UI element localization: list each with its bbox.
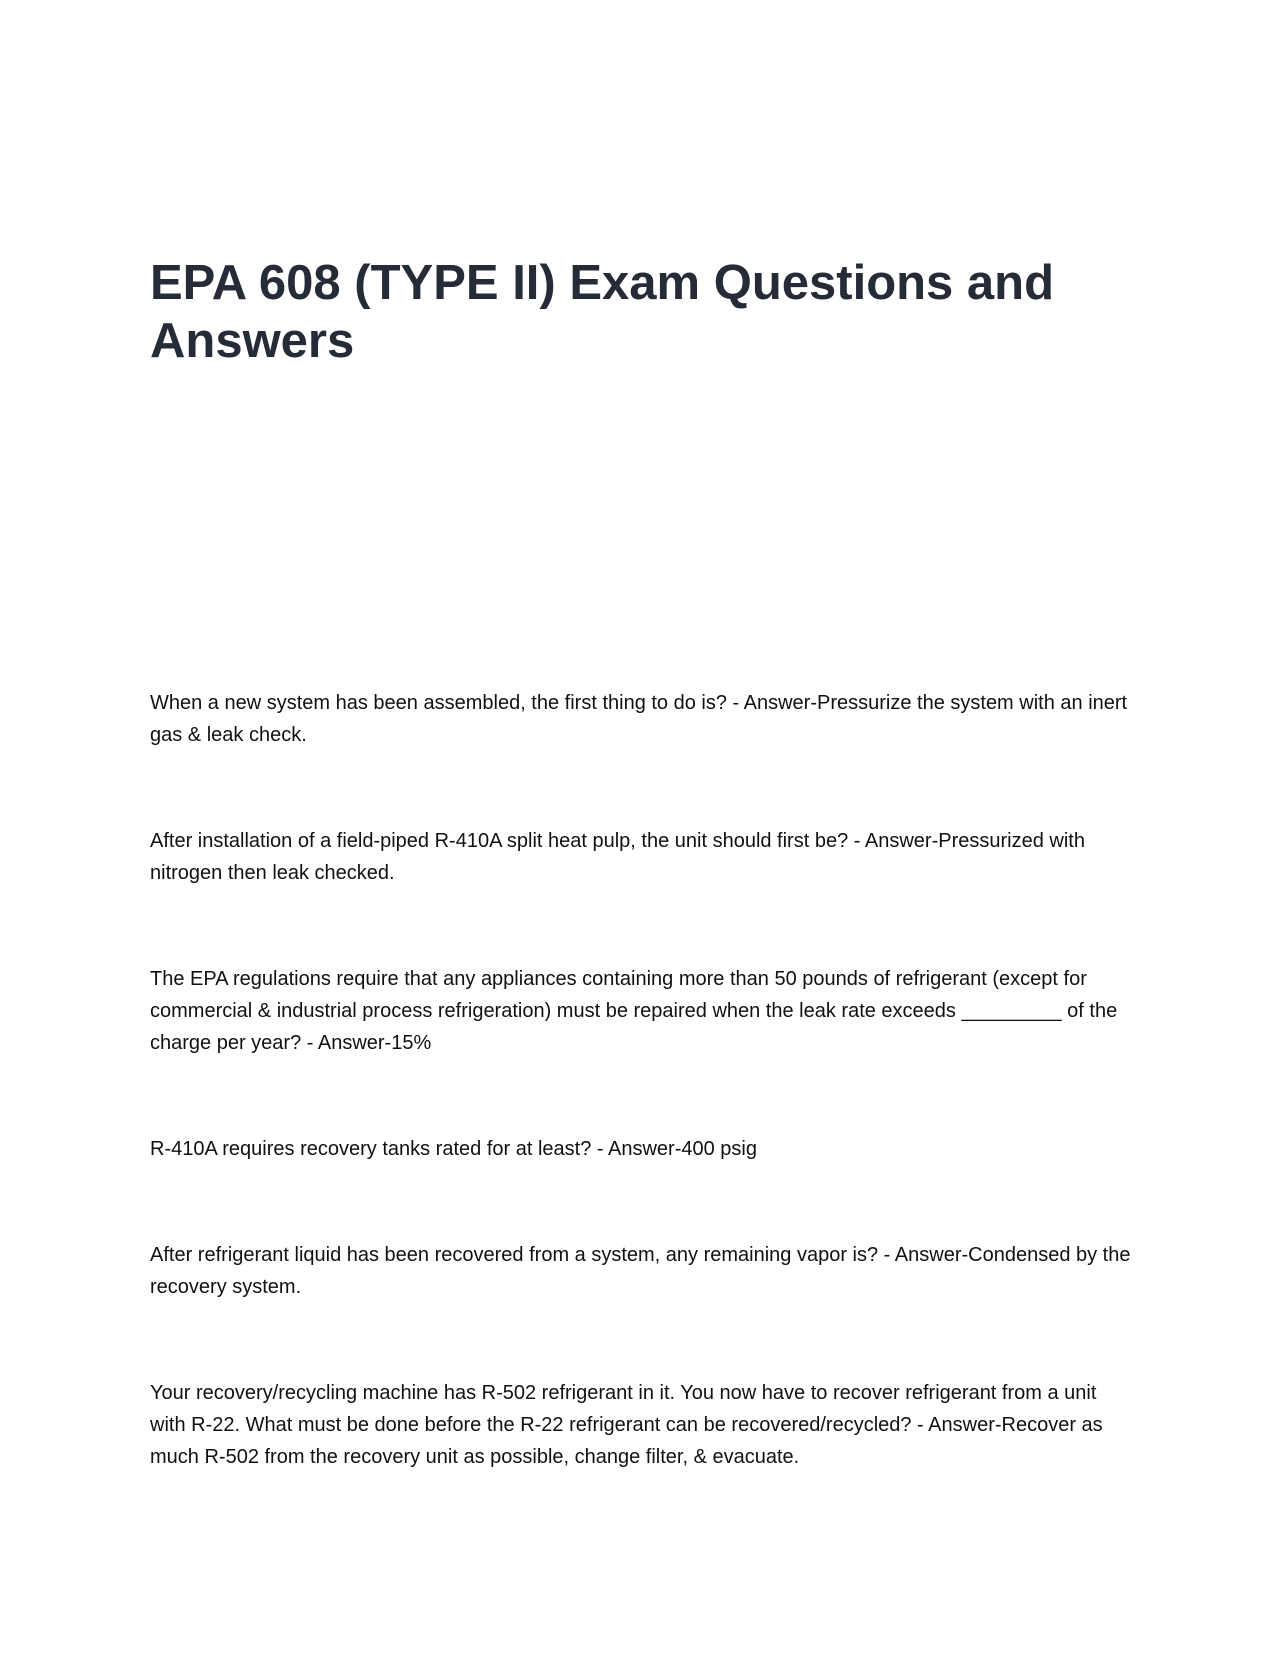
qa-item: When a new system has been assembled, the first thing to do is? - Answer-Pressurize the system with an inert gas & leak check.	[150, 692, 1128, 746]
qa-item: R-410A requires recovery tanks rated for at least? - Answer-400 psig	[150, 1138, 757, 1160]
qa-item: After refrigerant liquid has been recovered from a system, any remaining vapor is? - Answer-Condensed by the recovery system.	[150, 1244, 1131, 1298]
qa-item: After installation of a field-piped R-410A split heat pulp, the unit should first be? - Answer-Pressurized with nitrogen then leak checked.	[150, 830, 1085, 884]
qa-item: The EPA regulations require that any appliances containing more than 50 pounds of refrigerant (except for commercial & industrial process refrigeration) must be repaired when the leak rate exceeds _________ of the charge per year? - Answer-15%	[150, 968, 1118, 1054]
document-title: EPA 608 (TYPE II) Exam Questions and Answers	[150, 256, 1055, 368]
qa-list	[150, 687, 1135, 1547]
qa-item: Your recovery/recycling machine has R-502 refrigerant in it. You now have to recover refrigerant from a unit with R-22. What must be done before the R-22 refrigerant can be recovered/recycled? - Answer-Recover as much R-502 from the recovery unit as possible, change filter, & evacuate.	[150, 1382, 1103, 1468]
